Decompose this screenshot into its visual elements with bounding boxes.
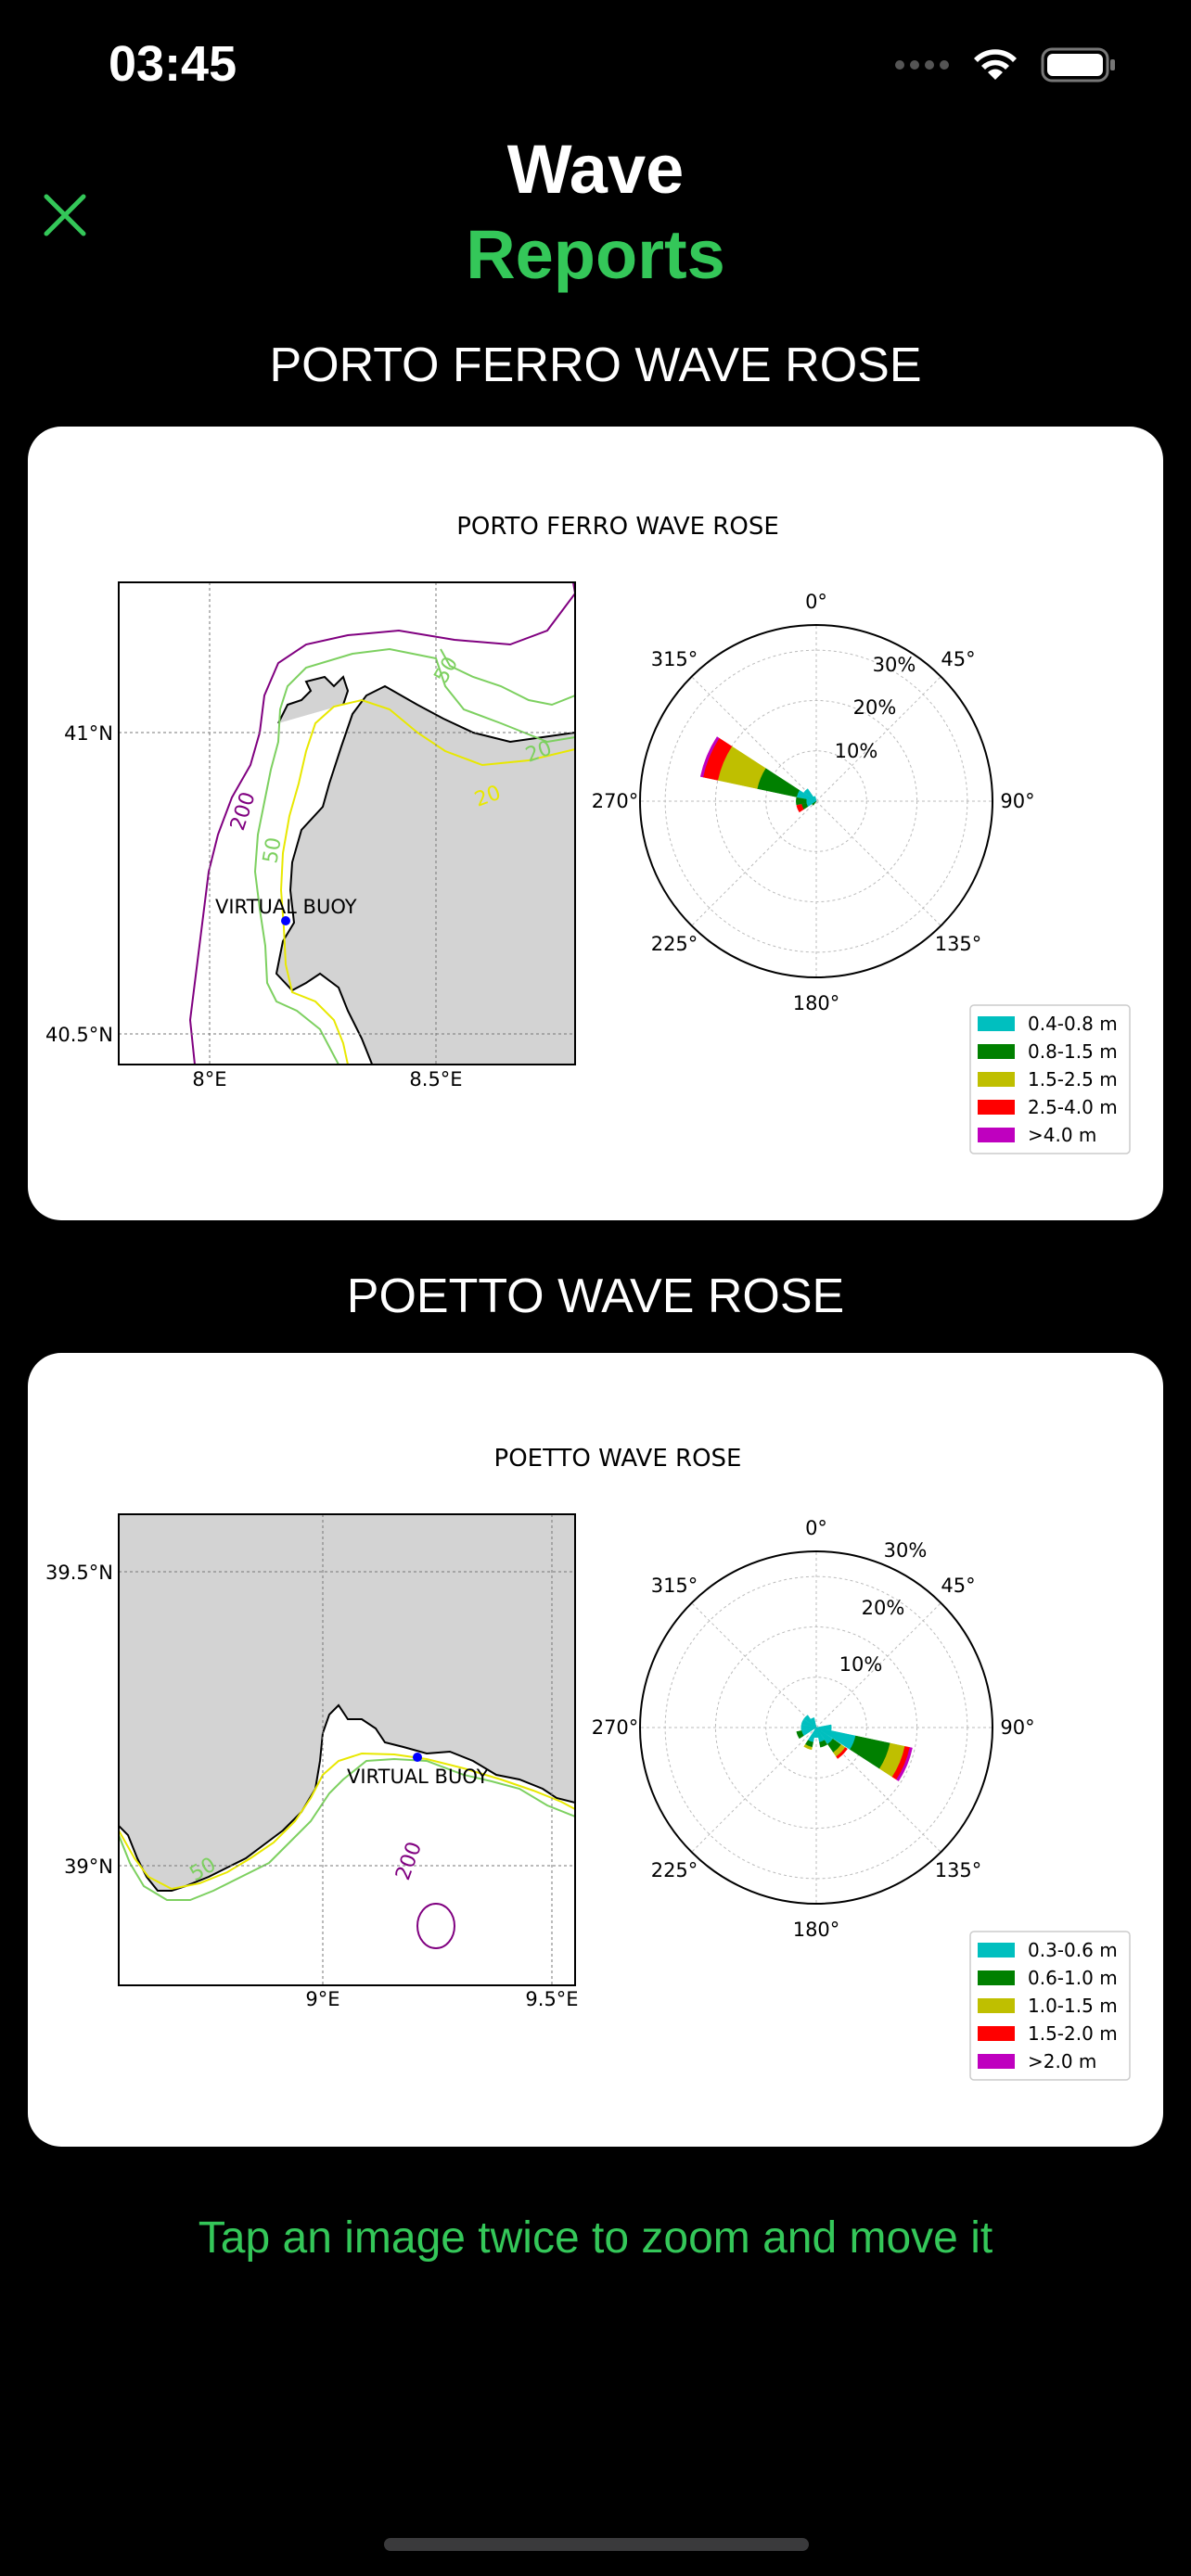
legend-swatch [978, 2026, 1015, 2041]
radial-label: 30% [872, 654, 916, 676]
legend-swatch [978, 1100, 1015, 1115]
legend-label: 0.4-0.8 m [1028, 1013, 1118, 1035]
radial-label: 20% [852, 696, 897, 719]
direction-label: 180° [792, 1919, 840, 1941]
wave-rose-chart [592, 591, 1035, 1014]
report-figure [28, 427, 1163, 1220]
direction-label: 90° [1000, 790, 1035, 812]
contour-label: 50 [259, 835, 287, 866]
legend-label: 1.5-2.5 m [1028, 1068, 1118, 1090]
section-title-porto-ferro: PORTO FERRO WAVE ROSE [269, 338, 922, 392]
figure-title: POETTO WAVE ROSE [493, 1445, 742, 1473]
radial-label: 20% [861, 1597, 905, 1619]
lon-label: 8°E [192, 1068, 227, 1090]
legend-swatch [978, 1943, 1015, 1958]
map-panel [45, 566, 575, 1090]
legend-swatch [978, 1044, 1015, 1059]
figure-title: PORTO FERRO WAVE ROSE [456, 513, 779, 541]
wifi-icon [970, 46, 1020, 83]
zoom-hint: Tap an image twice to zoom and move it [198, 2213, 993, 2263]
legend-swatch [978, 1128, 1015, 1142]
direction-label: 90° [1000, 1716, 1035, 1739]
rose-bar [757, 769, 800, 797]
legend-label: >2.0 m [1028, 2050, 1097, 2072]
battery-icon [1041, 46, 1117, 83]
lat-label: 39.5°N [45, 1562, 113, 1584]
rose-grid-spoke [816, 801, 941, 925]
contour-label: 200 [225, 789, 261, 834]
buoy-label: VIRTUAL BUOY [215, 896, 357, 918]
status-time: 03:45 [109, 36, 237, 92]
radial-label: 10% [839, 1653, 883, 1676]
status-icons [894, 46, 1117, 83]
radial-label: 30% [883, 1539, 928, 1562]
lat-label: 41°N [64, 722, 113, 745]
direction-label: 135° [934, 1859, 982, 1881]
radial-label: 10% [834, 740, 878, 762]
buoy-marker [413, 1753, 422, 1762]
direction-label: 45° [941, 1575, 976, 1597]
rose-grid-spoke [692, 1603, 816, 1728]
land [119, 1514, 575, 1891]
wave-rose-chart [592, 1517, 1035, 1941]
direction-label: 270° [591, 1716, 639, 1739]
legend-swatch [978, 1016, 1015, 1031]
direction-label: 225° [650, 933, 698, 955]
page-title: Wave [506, 131, 685, 208]
legend-label: 1.5-2.0 m [1028, 2022, 1118, 2045]
legend-label: 0.6-1.0 m [1028, 1967, 1118, 1989]
legend [970, 1932, 1130, 2080]
section-title-poetto: POETTO WAVE ROSE [346, 1269, 845, 1323]
contour-label: 50 [429, 653, 464, 687]
buoy-label: VIRTUAL BUOY [347, 1766, 489, 1788]
lon-label: 8.5°E [409, 1068, 463, 1090]
rose-grid-spoke [692, 801, 816, 925]
legend-label: 2.5-4.0 m [1028, 1096, 1118, 1118]
home-indicator[interactable] [384, 2538, 809, 2551]
legend-swatch [978, 1072, 1015, 1087]
lat-label: 40.5°N [45, 1024, 113, 1046]
direction-label: 180° [792, 992, 840, 1014]
direction-label: 315° [650, 1575, 698, 1597]
legend-label: >4.0 m [1028, 1124, 1097, 1146]
legend-label: 1.0-1.5 m [1028, 1995, 1118, 2017]
report-image-poetto[interactable] [28, 1353, 1163, 2147]
map-panel [45, 1514, 579, 2010]
direction-label: 315° [650, 648, 698, 670]
rose-grid-spoke [816, 677, 941, 801]
legend-label: 0.8-1.5 m [1028, 1040, 1118, 1063]
direction-label: 0° [805, 591, 827, 613]
contour-label: 20 [522, 736, 556, 768]
lon-label: 9°E [305, 1988, 340, 2010]
direction-label: 135° [934, 933, 982, 955]
contour-label: 50 [186, 1853, 221, 1887]
legend [970, 1005, 1130, 1154]
cellular-signal-icon [894, 57, 950, 72]
contour-50-inner [441, 649, 575, 705]
direction-label: 0° [805, 1517, 827, 1539]
legend-label: 0.3-0.6 m [1028, 1939, 1118, 1961]
rose-grid-spoke [692, 1728, 816, 1852]
direction-label: 270° [591, 790, 639, 812]
legend-swatch [978, 1998, 1015, 2013]
legend-swatch [978, 1970, 1015, 1985]
contour-label: 200 [391, 1839, 428, 1884]
direction-label: 225° [650, 1859, 698, 1881]
page-subtitle: Reports [466, 216, 725, 293]
report-figure [28, 1353, 1163, 2147]
direction-label: 45° [941, 648, 976, 670]
contour-label: 20 [471, 781, 505, 812]
lat-label: 39°N [64, 1855, 113, 1878]
lon-label: 9.5°E [525, 1988, 579, 2010]
report-image-porto-ferro[interactable] [28, 427, 1163, 1220]
legend-swatch [978, 2054, 1015, 2069]
